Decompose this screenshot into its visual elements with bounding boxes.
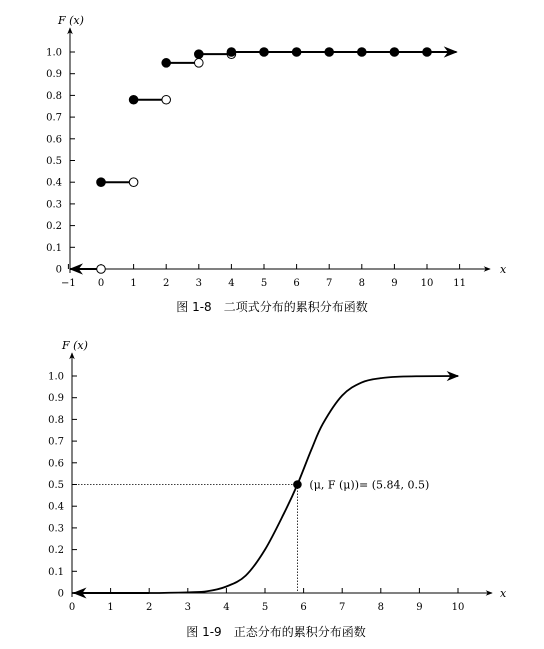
closed-point bbox=[358, 48, 367, 57]
x-tick-label: 1 bbox=[130, 278, 137, 289]
y-tick-label: 0.2 bbox=[46, 221, 62, 233]
x-tick-label: 9 bbox=[416, 602, 423, 613]
x-tick-label: 9 bbox=[391, 278, 398, 289]
x-tick-label: 6 bbox=[293, 278, 300, 289]
x-tick-label: 8 bbox=[377, 602, 384, 613]
x-tick-label: 4 bbox=[228, 278, 235, 289]
y-tick-label: 0.3 bbox=[46, 199, 62, 211]
y-tick-label: 0.9 bbox=[46, 69, 62, 81]
y-tick-label: 0.5 bbox=[46, 156, 62, 167]
closed-point bbox=[292, 48, 301, 57]
x-tick-label: 5 bbox=[261, 602, 269, 613]
x-axis-label: x bbox=[500, 587, 507, 600]
open-point bbox=[129, 178, 138, 187]
y-tick-label: 0.9 bbox=[48, 393, 64, 405]
mean-annotation: (μ, F (μ))= (5.84, 0.5) bbox=[309, 478, 430, 492]
x-tick-label: 4 bbox=[223, 602, 230, 613]
y-tick-label: 0.4 bbox=[46, 177, 62, 189]
y-tick-label: 0 bbox=[57, 588, 64, 600]
x-tick-label: 7 bbox=[326, 278, 333, 289]
y-axis-label: F (x) bbox=[62, 339, 88, 352]
x-tick-label: 8 bbox=[358, 278, 365, 289]
closed-point bbox=[423, 48, 432, 57]
closed-point bbox=[195, 50, 204, 59]
closed-point bbox=[97, 178, 106, 187]
x-axis bbox=[61, 264, 490, 289]
x-tick-label: 3 bbox=[184, 602, 191, 613]
y-tick-label: 0 bbox=[55, 264, 62, 276]
y-tick-label: 0.5 bbox=[48, 480, 64, 491]
y-tick-label: 0.1 bbox=[48, 566, 64, 578]
x-tick-label: 10 bbox=[451, 602, 465, 613]
y-tick-label: 0.3 bbox=[48, 523, 64, 535]
x-tick-label: 2 bbox=[163, 278, 170, 289]
closed-point bbox=[162, 59, 171, 68]
x-tick-label: 5 bbox=[260, 278, 268, 289]
y-axis bbox=[48, 353, 77, 600]
y-axis bbox=[46, 28, 75, 276]
y-tick-label: 0.6 bbox=[48, 458, 64, 470]
x-tick-label: 2 bbox=[146, 602, 153, 613]
normal-cdf-chart bbox=[48, 339, 507, 639]
y-axis-label: F (x) bbox=[58, 14, 84, 27]
closed-point bbox=[390, 48, 399, 57]
y-tick-label: 0.2 bbox=[48, 545, 64, 557]
x-axis-label: x bbox=[500, 263, 507, 276]
y-tick-label: 1.0 bbox=[48, 371, 64, 383]
open-point bbox=[162, 95, 171, 104]
y-tick-label: 1.0 bbox=[46, 47, 62, 59]
x-axis bbox=[69, 588, 492, 613]
figure-caption: 图 1-8 二项式分布的累积分布函数 bbox=[176, 300, 368, 314]
x-tick-label: 0 bbox=[97, 278, 105, 289]
y-tick-label: 0.8 bbox=[46, 90, 62, 102]
y-tick-label: 0.8 bbox=[48, 414, 64, 426]
y-tick-label: 0.7 bbox=[48, 436, 64, 448]
closed-point bbox=[227, 48, 236, 57]
x-tick-label: 10 bbox=[420, 278, 434, 289]
x-tick-label: 1 bbox=[107, 602, 114, 613]
y-tick-label: 0.4 bbox=[48, 501, 64, 513]
figure-caption: 图 1-9 正态分布的累积分布函数 bbox=[186, 625, 366, 639]
binomial-cdf-chart bbox=[46, 14, 507, 314]
open-point bbox=[97, 265, 106, 274]
x-tick-label: −1 bbox=[61, 278, 76, 289]
x-tick-label: 0 bbox=[68, 602, 76, 613]
y-tick-label: 0.1 bbox=[46, 242, 62, 254]
y-tick-label: 0.6 bbox=[46, 134, 62, 146]
closed-point bbox=[325, 48, 334, 57]
open-point bbox=[195, 59, 204, 68]
x-tick-label: 7 bbox=[339, 602, 346, 613]
x-tick-label: 11 bbox=[453, 278, 466, 289]
mean-point bbox=[293, 480, 302, 489]
closed-point bbox=[260, 48, 269, 57]
y-tick-label: 0.7 bbox=[46, 112, 62, 124]
closed-point bbox=[129, 95, 138, 104]
step-marks bbox=[70, 48, 456, 274]
x-tick-label: 3 bbox=[195, 278, 202, 289]
x-tick-label: 6 bbox=[300, 602, 307, 613]
